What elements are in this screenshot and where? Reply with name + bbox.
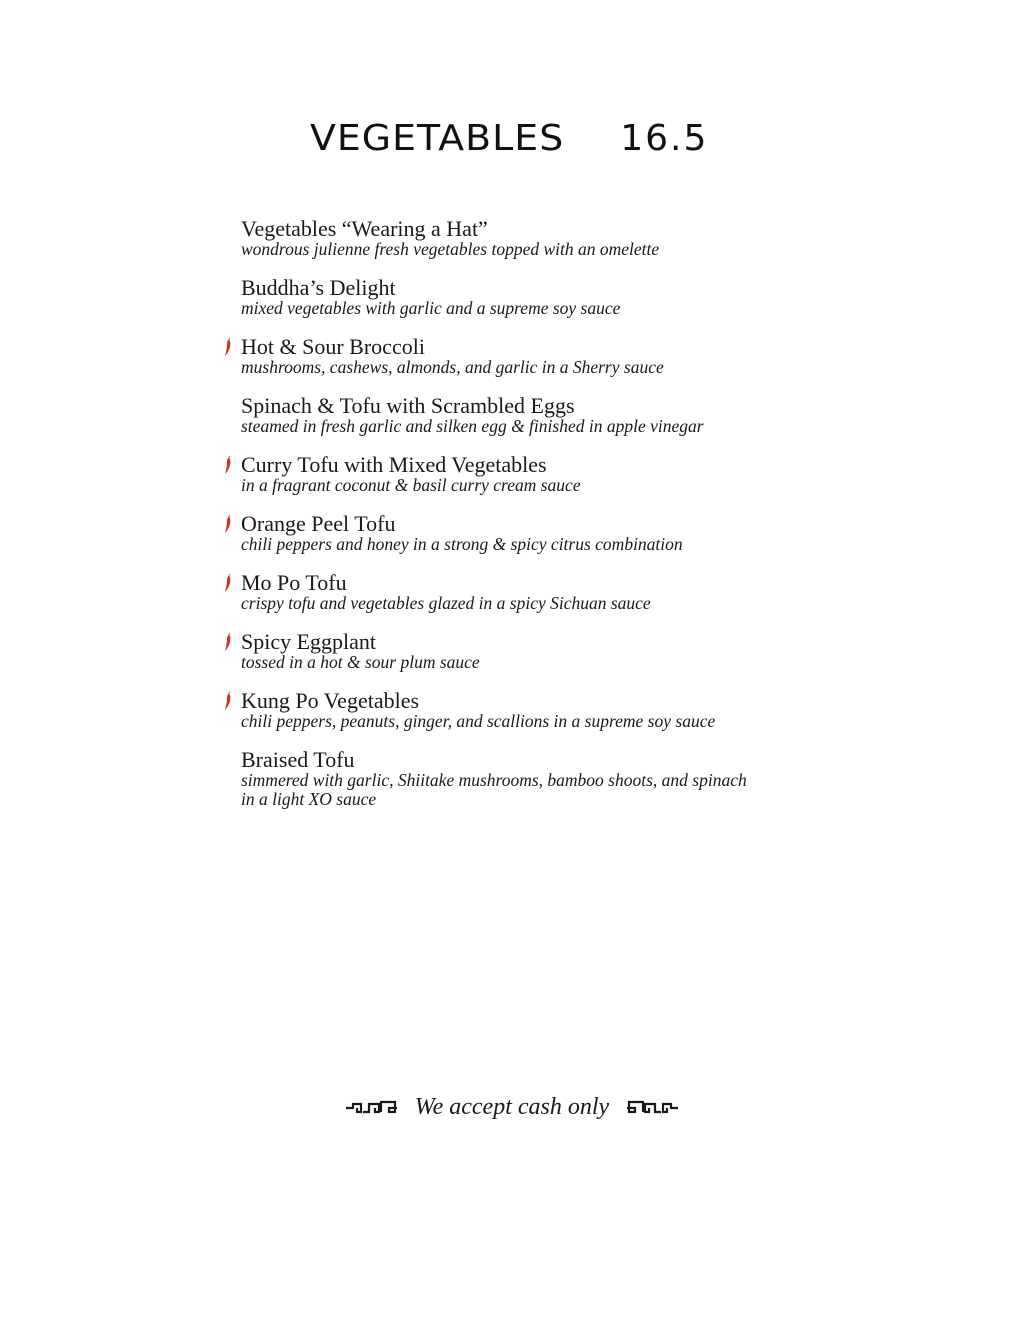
cash-only-text: We accept cash only: [414, 1094, 610, 1120]
chili-pepper-icon: [223, 456, 233, 476]
footer-note: [0, 1094, 1024, 1121]
menu-item: [241, 627, 761, 672]
menu-item: [241, 273, 761, 318]
menu-item: [241, 568, 761, 613]
dish-name: Orange Peel Tofu: [241, 511, 396, 536]
menu-item: [241, 391, 761, 436]
chili-pepper-icon: [223, 574, 233, 594]
dish-name: Mo Po Tofu: [241, 570, 347, 595]
dish-description: mixed vegetables with garlic and a supreme soy sauce: [241, 298, 621, 318]
menu-item: [241, 450, 761, 495]
dish-name: Curry Tofu with Mixed Vegetables: [241, 452, 547, 477]
menu-item: [241, 509, 761, 554]
menu-item: [241, 745, 761, 809]
dish-name: Hot & Sour Broccoli: [241, 334, 425, 359]
menu-item: [241, 686, 761, 731]
dish-name: Spicy Eggplant: [241, 629, 377, 654]
chili-pepper-icon: [223, 633, 233, 653]
meander-ornament-left-icon: [345, 1099, 399, 1117]
dish-description: tossed in a hot & sour plum sauce: [241, 652, 480, 672]
dish-description: in a fragrant coconut & basil curry cream sauce: [241, 475, 581, 495]
dish-description: chili peppers, peanuts, ginger, and scallions in a supreme soy sauce: [241, 711, 716, 731]
dish-description: mushrooms, cashews, almonds, and garlic in a Sherry sauce: [241, 357, 664, 377]
dish-name: Buddha’s Delight: [241, 275, 396, 300]
dish-name: Vegetables “Wearing a Hat”: [241, 216, 488, 241]
section-header: [0, 118, 1024, 159]
section-title: VEGETABLES: [309, 118, 564, 159]
chili-pepper-icon: [223, 338, 233, 358]
dish-name: Spinach & Tofu with Scrambled Eggs: [241, 393, 575, 418]
dish-description: wondrous julienne fresh vegetables topped with an omelette: [241, 239, 660, 259]
dish-description: crispy tofu and vegetables glazed in a spicy Sichuan sauce: [241, 593, 651, 613]
menu-item: [241, 214, 761, 259]
dish-name: Kung Po Vegetables: [241, 688, 420, 713]
dish-description: simmered with garlic, Shiitake mushrooms, bamboo shoots, and spinach in a light XO sauce: [241, 770, 747, 809]
menu-list: [241, 214, 761, 823]
chili-pepper-icon: [223, 515, 233, 535]
dish-name: Braised Tofu: [241, 747, 355, 772]
chili-pepper-icon: [223, 692, 233, 712]
meander-ornament-right-icon: [625, 1099, 679, 1117]
dish-description: steamed in fresh garlic and silken egg & finished in apple vinegar: [241, 416, 704, 436]
section-price: 16.5: [620, 118, 709, 159]
menu-item: [241, 332, 761, 377]
dish-description: chili peppers and honey in a strong & spicy citrus combination: [241, 534, 683, 554]
